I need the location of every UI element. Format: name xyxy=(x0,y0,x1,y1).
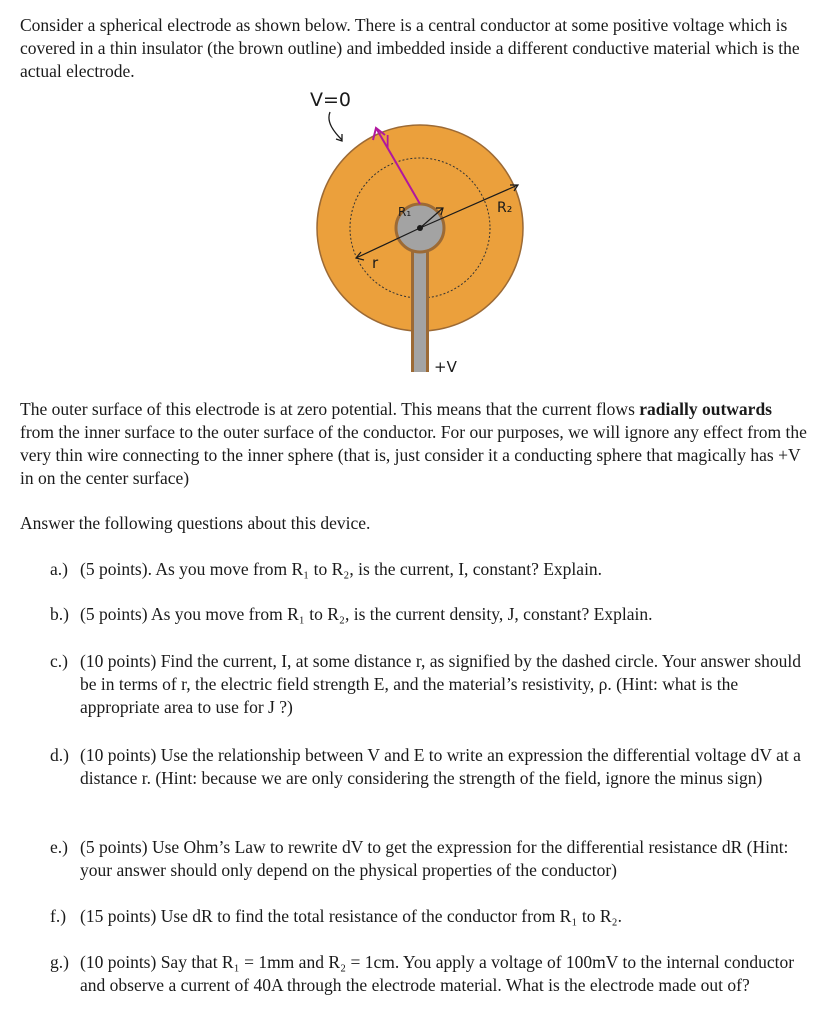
wire-core xyxy=(414,252,426,372)
plusv-label: +V xyxy=(434,358,457,376)
r-label: r xyxy=(372,254,379,272)
spherical-electrode-diagram xyxy=(290,84,550,384)
v0-label: V=0 xyxy=(310,89,352,111)
intro-paragraph: Consider a spherical electrode as shown below. There is a central conductor at some positive voltage which is covered in a thin insulator (the brown outline) and imbedded inside a different conductive material which is the actual electrode. xyxy=(20,15,800,81)
question-text: (10 points) Say that R₁ = 1mm and R₂ = 1cm. You apply a voltage of 100mV to the internal conductor and observe a current of 40A through the electrode material. What is the electrode made out of? xyxy=(80,952,795,995)
question-label: e.) xyxy=(50,837,68,857)
question-label: b.) xyxy=(50,604,69,624)
question-text: (5 points) As you move from R₁ to R₂, is the current density, J, constant? Explain. xyxy=(80,604,653,624)
question-label: a.) xyxy=(50,559,68,579)
question-label: c.) xyxy=(50,651,68,671)
p2-after: from the inner surface to the outer surface of the conductor. For our purposes, we will ignore any effect from the very thin wire connecting to the inner sphere (that is, just consider it a conducting sphere that magically has +V in on the center surface) xyxy=(20,422,807,488)
current-label: I xyxy=(385,132,391,153)
p2-bold: radially outwards xyxy=(639,399,772,419)
question-text: (10 points) Find the current, I, at some distance r, as signified by the dashed circle. Your answer should be in terms of r, the electric field strength E, and the material’s resistivity, ρ. (Hint: what is the appropriate area to use for J ?) xyxy=(80,651,802,717)
question-text: (5 points) Use Ohm’s Law to rewrite dV to get the expression for the differential resistance dR (Hint: your answer should only depend on the physical properties of the conductor) xyxy=(80,837,789,880)
r1-label: R₁ xyxy=(398,205,412,219)
r2-label: R₂ xyxy=(497,200,513,216)
instructions: Answer the following questions about this device. xyxy=(20,513,371,533)
p2-before: The outer surface of this electrode is at zero potential. This means that the current flows xyxy=(20,399,640,419)
question-text: (10 points) Use the relationship between V and E to write an expression the differential voltage dV at a distance r. (Hint: because we are only considering the strength of the field, ignore the minus sign) xyxy=(80,745,801,788)
question-text: (15 points) Use dR to find the total resistance of the conductor from R₁ to R₂. xyxy=(80,906,622,926)
question-label: f.) xyxy=(50,906,67,926)
radial-current-paragraph xyxy=(20,398,810,490)
v0-pointer xyxy=(329,112,342,140)
question-text: (5 points). As you move from R₁ to R₂, is the current, I, constant? Explain. xyxy=(80,559,603,579)
question-label: d.) xyxy=(50,745,69,765)
question-label: g.) xyxy=(50,952,69,972)
